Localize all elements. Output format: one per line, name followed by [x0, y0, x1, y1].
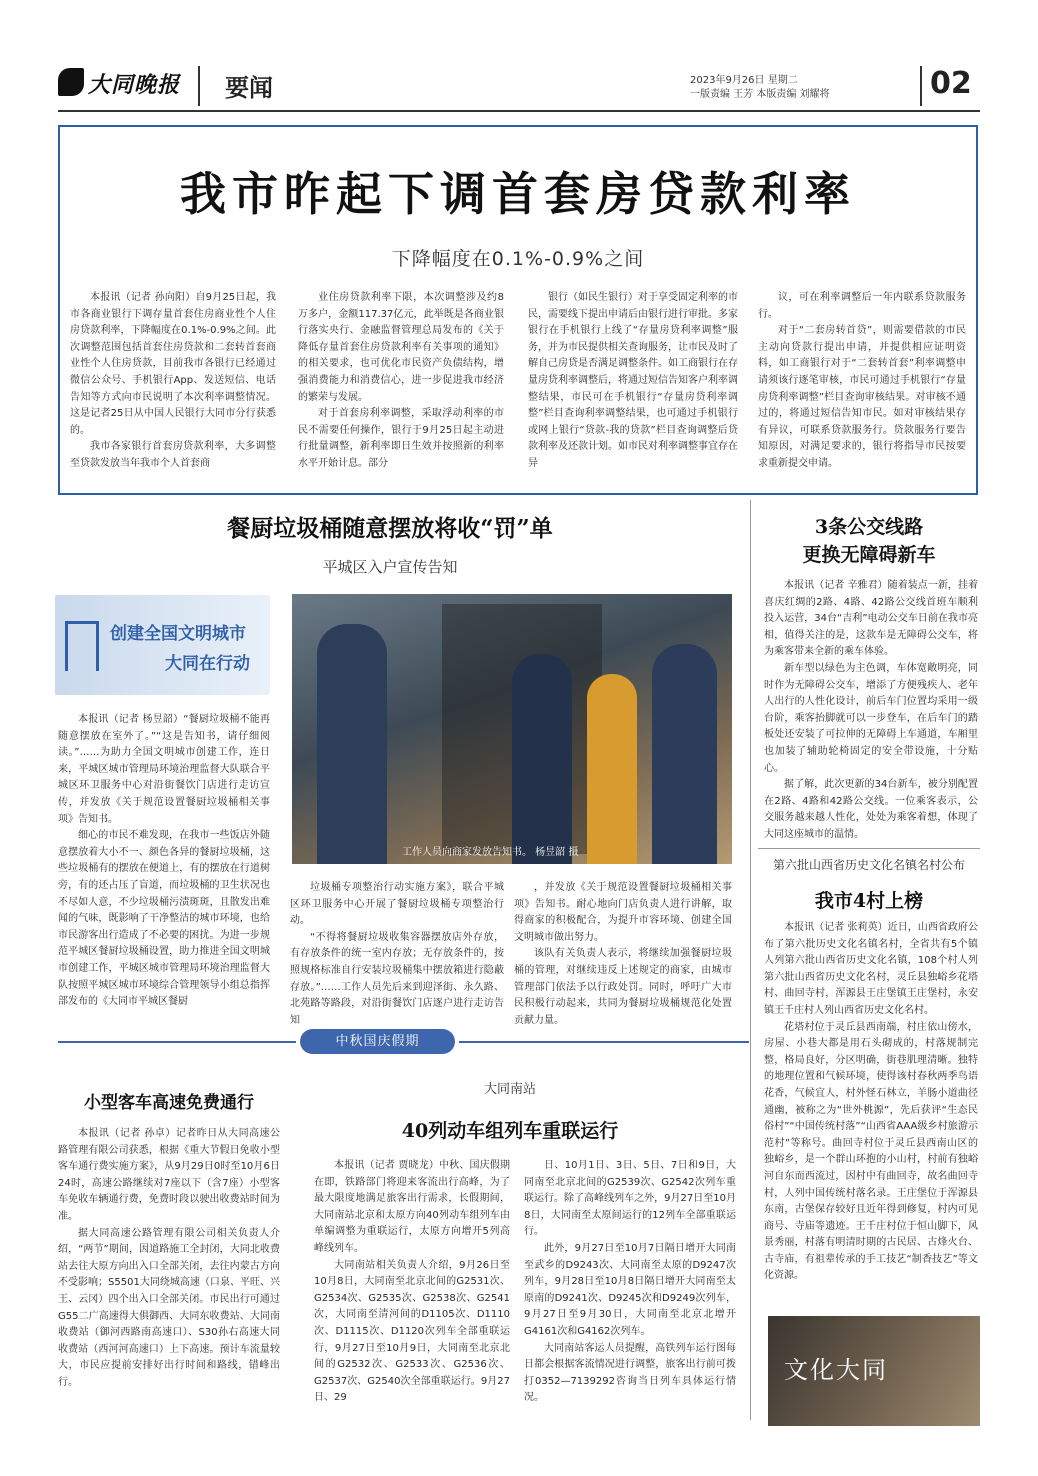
- paragraph: 花塔村位于灵丘县西南端，村庄依山傍水，房屋、小巷大都是用石头砌成的，村落规制完整，格局良好，分区明确，街巷肌理清晰。独特的地理位置和气候环境，使得该村春秋两季鸟语花香，气候宜人，村外怪石林立，羊肠小道曲径通幽，被称之为“世外桃源”，先后获评“生态民俗村”“中国传统村落”“山西省AAA级乡村旅游示范村”等称号。曲回寺村位于灵丘县西南山区的独峪乡，是一个群山环抱的小山村，村前有独峪河自东而西流过，因村中有曲回寺，故名曲回寺村，人列中国传统村落名录。王庄堡位于浑源县东南，古堡保存较好且近年得到修复，村内可见商号、寺庙等遗迹。王千庄村位于恒山脚下，风景秀丽，村落有明清时期的古民居、古烽火台、古寺庙，有祖辈传承的手工技艺“制香技艺”等文化资源。: [764, 1021, 978, 1282]
- holiday-rule-left: [58, 1041, 296, 1043]
- paragraph: 大同南站客运人员提醒，高铁列车运行图每日都会根据客流情况进行调整，旅客出行前可拨打0352—7139292咨询当日列车具体运行情况。: [524, 1342, 736, 1404]
- paragraph: 议，可在利率调整后一年内联系贷款服务行。: [758, 292, 966, 320]
- rail-kicker: 大同南站: [483, 1082, 536, 1097]
- paragraph: 对于“二套房转首贷”，则需要借款的市民主动向贷款行提出申请，并提供相应证明资料，如工商银行对于“二套转首套”利率调整申请须该行逐笔审核，市民可通过手机银行“存量房贷利率调整”栏目查询审核结果。对审核不通过的，将通过短信告知市民。如对审核结果存有异议，可联系贷款服务行。贷款服务行要告知原因，对满足要求的，银行将指导市民按要求重新提交申请。: [758, 325, 966, 469]
- kitchen-column-2: [290, 880, 504, 1029]
- paragraph: 业住房贷款利率下限，本次调整涉及约8万多户，金额117.37亿元，此举既是各商业银行落实央行、金融监督管理总局发布的《关于降低存量首套住房贷款利率有关事项的通知》的相关要求，也可优化市民资产负债结构，增强消费能力和消费信心，进一步促进我市经济的繁荣与发展。: [298, 292, 504, 403]
- lead-column-3: [528, 290, 738, 473]
- paragraph: 细心的市民不难发现，在我市一些饭店外随意摆放着大小不一、颜色各异的餐厨垃圾桶，这些垃圾桶有的摆放在便道上，有的摆放在行道树旁，有的还占压了盲道，而垃圾桶的卫生状况也不尽如人意，不少垃圾桶污渍斑斑，且散发出难闻的气味，既影响了干净整洁的城市环境，也给市民游客出行造成了不必要的困扰。为进一步规范平城区餐厨垃圾桶设置，助力推进全国文明城市创建工作，平城区城市管理局环境治理监督大队按照平城区城市环境综合管理领导小组总指挥部发布的《大同市平城区餐厨: [58, 830, 270, 1008]
- rail-headline: 40列动车组列车重联运行: [401, 1120, 619, 1142]
- highway-body: [58, 1126, 280, 1392]
- paragraph: 本报讯（记者 孙向阳）自9月25日起，我市各商业银行下调存量首套住房商业性个人住房贷款利率，下降幅度在0.1%-0.9%之间。此次调整范围包括首套住房贷款和二套转首套商业性个人住房贷款，目前我市各银行已经通过微信公众号、手机银行App、发送短信、电话告知等方式向市民说明了本次利率调整情况。这是记者25日从中国人民银行大同市分行获悉的。: [70, 292, 276, 436]
- highway-headline: 小型客车高速免费通行: [84, 1093, 254, 1113]
- culture-logo-text: 文化大同: [784, 1356, 888, 1384]
- page-number: 02: [930, 66, 972, 101]
- news-photo: [292, 594, 732, 864]
- section-title: 要闻: [225, 73, 273, 102]
- dateline: [690, 74, 830, 102]
- village-headline: 我市4村上榜: [814, 890, 924, 912]
- paragraph: 垃圾桶专项整治行动实施方案》，联合平城区环卫服务中心开展了餐厨垃圾桶专项整治行动。: [290, 882, 504, 927]
- masthead-logo: [58, 66, 188, 100]
- lead-column-2: [298, 290, 504, 473]
- holiday-banner: 中秋国庆假期: [300, 1029, 455, 1054]
- bus-headline-1: 3条公交线路: [814, 516, 924, 538]
- editors-line: 一版责编 王芳 本版责编 刘耀将: [690, 89, 830, 100]
- paragraph: 该队有关负责人表示，将继续加强餐厨垃圾桶的管理，对继续违反上述规定的商家，由城市管理部门依法予以行政处罚。同时，呼吁广大市民积极行动起来，共同为餐厨垃圾桶规范化处置贡献力量。: [514, 948, 732, 1026]
- kitchen-headline: 餐厨垃圾桶随意摆放将收“罚”单: [227, 515, 553, 542]
- right-column-divider: [750, 500, 751, 1420]
- paragraph: 对于首套房利率调整，采取浮动利率的市民不需要任何操作，银行于9月25日起主动进行批量调整，新利率即日生效并按照新的利率水平开始计息。部分: [298, 408, 504, 469]
- photo-person-vendor: [587, 674, 637, 864]
- paragraph: 据了解，此次更新的34台新车，被分别配置在2路、4路和42路公交线。一位乘客表示，公交服务越来越人性化，处处为乘客着想，体现了大同这座城市的温情。: [764, 779, 978, 840]
- paragraph: “不得将餐厨垃圾收集容器摆放店外存放，有存放条件的统一室内存放；无存放条件的，按照规格标准自行安装垃圾桶集中摆放箱进行隐蔽存放。”……工作人员先后来到迎泽街、永久路、北苑路等路段，对沿街餐饮门店逐户进行走访告知: [290, 931, 504, 1026]
- lead-column-1: [70, 290, 276, 473]
- photo-person-left: [317, 624, 387, 864]
- paragraph: 大同南站相关负责人介绍，9月26日至10月8日，大同南至北京北间的G2531次、G2534次、G2535次、G2538次、G2541次，大同南至清河间的D1105次、D1110次、D1115次、D1120次列车全部重联运行，9月27日至10月9日，大同南至北京北间的G2532次、G2533次、G2536次、G2537次、G2540次全部重联运行。9月27日、29: [314, 1259, 510, 1404]
- photo-person-right: [652, 644, 717, 864]
- culture-datong-logo: [768, 1316, 980, 1426]
- paragraph: 本报讯（记者 张莉英）近日，山西省政府公布了第六批历史文化名镇名村，全省共有5个镇人列第六批山西省历史文化名镇，108个村人列第六批山西省历史文化名村，灵丘县独峪乡花塔村、曲回寺村，浑源县王庄堡镇王庄堡村，永安镇王千庄村人列山西省历史文化名村。: [764, 922, 978, 1016]
- paragraph: 本报讯（记者 杨昱韶）“餐厨垃圾桶不能再随意摆放在室外了。”“这是告知书，请仔细阅读。”……为助力全国文明城市创建工作，连日来，平城区城市管理局环境治理监督大队联合平城区环卫服务中心对沿街餐饮门店进行走访宣传，并发放《关于规范设置餐厨垃圾桶相关事项》告知书。: [58, 714, 270, 825]
- paragraph: 据大同高速公路管理有限公司相关负责人介绍，“两节”期间，因道路施工全封闭，大同北收费站去往大原方向出入口全部关闭，去往内蒙古方向不受影响；S5501大同绕城高速（口泉、平旺、兴王、云冈）四个出入口全部关闭。市民出行可通过G55二广高速得大俱御西、大同东收费站、大同南收费站（御河西路南高速口）、S30孙右高速大同收费站（西河河高速口）上下高速。预计车流量较大，市民应提前安排好出行时间和路线，错峰出行。: [58, 1227, 280, 1388]
- paragraph: 日、10月1日、3日、5日、7日和9日，大同南至北京北间的G2539次、G2542次列车重联运行。除了高峰线列车之外，9月27日至10月8日，大同南至太原间运行的12列车全部重联运行。: [524, 1160, 736, 1238]
- kitchen-column-3: [514, 880, 732, 1029]
- paragraph: 新车型以绿色为主色调，车体宽敞明亮，同时作为无障碍公交车，增添了方便残疾人、老年人出行的人性化设计，前后车门位置均采用一级台阶，乘客抬脚就可以一步登车，在后车门的踏板处还安装了可拉伸的无障碍上车通道，车厢里也加装了辅助轮椅固定的安全带设施，十分贴心。: [764, 662, 978, 774]
- photo-person-center: [512, 654, 572, 864]
- lead-column-4: [758, 290, 966, 473]
- banner-line-1: 创建全国文明城市: [110, 624, 246, 644]
- holiday-rule-right: [459, 1041, 749, 1043]
- masthead-title: 大同晚报: [88, 72, 181, 98]
- header-divider-1: [198, 66, 200, 106]
- rail-column-2: [524, 1158, 736, 1407]
- bus-body: [764, 578, 978, 844]
- issue-date: 2023年9月26日 星期二: [690, 75, 798, 86]
- header-divider-2: [920, 66, 922, 106]
- village-kicker: 第六批山西省历史文化名镇名村公布: [772, 858, 965, 872]
- bus-headline-2: 更换无障碍新车: [802, 544, 936, 566]
- lead-subheadline: 下降幅度在0.1%-0.9%之间: [391, 248, 645, 270]
- paragraph: 我市各家银行首套房贷款利率，大多调整至贷款发放当年我市个人首套商: [70, 441, 276, 469]
- kitchen-column-1: [58, 712, 270, 1011]
- paragraph: ，并发放《关于规范设置餐厨垃圾桶相关事项》告知书。耐心地向门店负责人进行讲解，取得商家的积极配合，为提升市容环境、创建全国文明城市做出努力。: [514, 882, 732, 943]
- village-body: [764, 920, 978, 1285]
- paragraph: 本报讯（记者 贾晓龙）中秋、国庆假期在即，铁路部门将迎来客流出行高峰，为了最大限度地满足旅客出行需求，长假期间，大同南站北京和太原方向40列动车组列车由单编调整为重联运行，太原方向增开5列高峰线列车。: [314, 1160, 510, 1254]
- paragraph: 本报讯（记者 孙卓）记者昨日从大同高速公路管理有限公司获悉，根据《重大节假日免收小型客车通行费实施方案》，从9月29日0时至10月6日24时，高速公路继续对7座以下（含7座）小型客车免收车辆通行费，免费时段以驶出收费站时间为准。: [58, 1128, 280, 1222]
- photo-caption: 工作人员向商家发放告知书。 杨昱韶 摄: [402, 847, 579, 858]
- civilized-city-banner: [55, 595, 270, 695]
- paragraph: 银行（如民生银行）对于享受固定利率的市民，需要线下提出申请后由银行进行审批。多家银行在手机银行上线了“存量房贷利率调整”服务，并为市民提供相关查询服务，让市民及时了解自己房贷是否满足调整条件。如工商银行在存量房贷利率调整后，将通过短信告知客户利率调整结果，市民可在手机银行“存量房贷利率调整”栏目查询利率调整结果，也可通过手机银行或网上银行“贷款-我的贷款”栏目查询调整后贷款利率及还款计划。如市民对利率调整事宜存在异: [528, 292, 738, 469]
- masthead-logo-mark: [58, 68, 84, 96]
- rail-column-1: [314, 1158, 510, 1407]
- village-top-rule: [758, 848, 980, 849]
- banner-line-2: 大同在行动: [165, 654, 250, 674]
- lead-headline: 我市昨起下调首套房贷款利率: [180, 167, 856, 221]
- paragraph: 本报讯（记者 辛雅君）随着装点一新，挂着喜庆红绸的2路、4路、42路公交线首班车顺利投入运营，34台“吉利”电动公交车日前在我市亮相，值得关注的是，这款车是无障碍公交车，将为乘客带来全新的乘车体验。: [764, 580, 978, 658]
- gate-icon: [65, 621, 99, 671]
- kitchen-subheadline: 平城区入户宣传告知: [322, 558, 458, 576]
- paragraph: 此外，9月27日至10月7日隔日增开大同南至武乡的D9243次、大同南至太原的D9247次列车，9月28日至10月8日隔日增开大同南至太原南的D9241次、D9245次和D9249次列车，9月27日至9月30日，大同南至北京北增开G4161次和G4162次列车。: [524, 1242, 736, 1337]
- header-rule: [58, 110, 980, 112]
